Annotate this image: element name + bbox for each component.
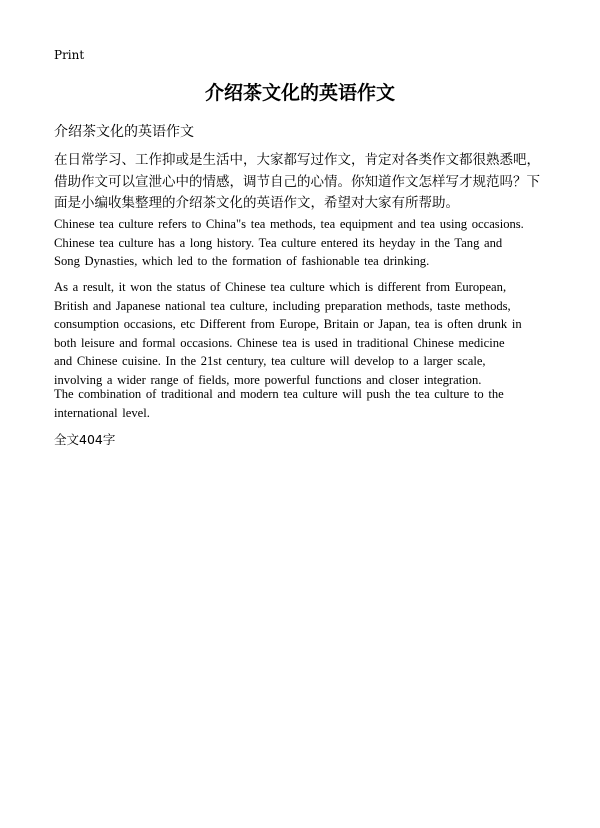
paragraph-line: consumption occasions, etc Different from Europe, Britain or Japan, tea is often drunk in: [54, 317, 522, 331]
paragraph-line: both leisure and formal occasions. Chinese tea is used in traditional Chinese medicine: [54, 335, 505, 350]
essay-paragraph-3: [54, 385, 550, 422]
essay-paragraph-2: [54, 278, 550, 389]
paragraph-line: Chinese tea culture refers to China"s tea methods, tea equipment and tea using occasions.: [54, 217, 524, 231]
essay-paragraph-1: [54, 215, 550, 271]
paragraph-line: The combination of traditional and modern tea culture will push the tea culture to the: [54, 387, 504, 401]
paragraph-line: and Chinese cuisine. In the 21st century, tea culture will develop to a larger scale,: [54, 354, 486, 368]
intro-line: 在日常学习、工作抑或是生活中，大家都写过作文，肯定对各类作文都很熟悉吧，: [54, 152, 540, 168]
paragraph-line: Chinese tea culture has a long history. Tea culture entered its heyday in the Tang and: [54, 235, 503, 250]
print-label: Print: [54, 48, 85, 62]
intro-line: 面是小编收集整理的介绍茶文化的英语作文，希望对大家有所帮助。: [54, 195, 459, 211]
paragraph-line: international level.: [54, 405, 150, 420]
paragraph-line: British and Japanese national tea culture, including preparation methods, taste methods,: [54, 298, 511, 313]
intro-paragraph: [54, 150, 554, 215]
word-count: 全文404字: [54, 432, 116, 447]
document-subtitle: 介绍茶文化的英语作文: [54, 124, 194, 140]
paragraph-line: involving a wider range of fields, more powerful functions and closer integration.: [54, 372, 482, 387]
page-title: 介绍茶文化的英语作文: [204, 82, 395, 104]
paragraph-line: As a result, it won the status of Chinese tea culture which is different from European,: [54, 280, 507, 294]
paragraph-line: Song Dynasties, which led to the formation of fashionable tea drinking.: [54, 254, 430, 268]
intro-line: 借助作文可以宣泄心中的情感，调节自己的心情。你知道作文怎样写才规范吗？下: [54, 173, 540, 190]
